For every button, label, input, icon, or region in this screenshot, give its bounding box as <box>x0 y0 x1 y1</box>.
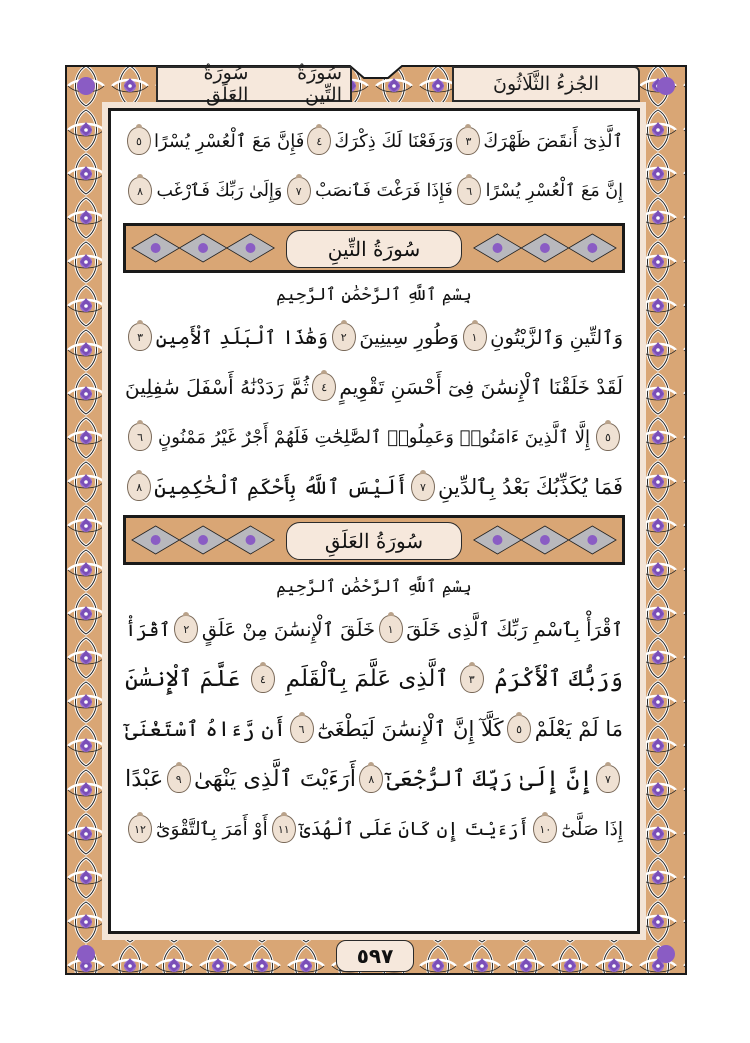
ayah-number-marker: ٤ <box>307 127 331 155</box>
header-surah-alaq: سُورَةُ العَلَقِ <box>203 62 249 106</box>
ayah-text: عَبْدًا <box>125 766 164 792</box>
ayah-line <box>125 707 623 751</box>
ayah-number-marker: ٨ <box>127 473 151 501</box>
ayah-text: وَهَٰذَا ٱلْبَلَدِ ٱلْأَمِينِ <box>155 325 329 349</box>
ayah-number-marker: ٦ <box>128 423 152 451</box>
ayah-text: وَرَبُّكَ ٱلْأَكْرَمُ <box>494 666 623 692</box>
ayah-text: فَإِنَّ مَعَ ٱلْعُسْرِ يُسْرًا <box>153 130 305 152</box>
ayah-text: أَرَءَيْتَ إِن كَانَ عَلَى ٱلْهُدَىٰٓ <box>299 818 530 840</box>
ayah-number-marker: ٥ <box>127 127 151 155</box>
basmala <box>111 277 637 311</box>
ayah-text: فَمَا يُكَذِّبُكَ بَعْدُ بِٱلدِّينِ <box>437 475 623 499</box>
ayah-text: ٱقْرَأْ <box>125 617 171 641</box>
surah-names-header <box>156 62 352 106</box>
ayah-number-marker: ٨ <box>359 765 383 793</box>
ayah-number-marker: ٣ <box>128 323 152 351</box>
ayah-text: أَلَيْسَ ٱللَّهُ بِأَحْكَمِ ٱلْحَٰكِمِينَ <box>154 475 408 499</box>
ayah-text: لَقَدْ خَلَقْنَا ٱلْإِنسَٰنَ فِىٓ أَحْسَنِ تَقْوِيمٍ <box>339 375 623 399</box>
text-area <box>108 108 640 934</box>
ayah-line <box>125 119 623 163</box>
ayah-number-marker: ٢ <box>332 323 356 351</box>
ayah-text: إِذَا صَلَّىٰٓ <box>561 818 623 840</box>
ayah-text: خَلَقَ ٱلْإِنسَٰنَ مِنْ عَلَقٍ <box>201 617 376 641</box>
ayah-number-marker: ٣ <box>456 127 480 155</box>
surah-title: سُورَةُ العَلَقِ <box>324 529 424 553</box>
ayah-number-marker: ٧ <box>411 473 435 501</box>
basmala <box>111 569 637 603</box>
ayah-line <box>125 465 623 509</box>
ayah-line <box>125 657 623 701</box>
ayah-number-marker: ٦ <box>457 177 481 205</box>
surah-banner-tin <box>123 223 625 273</box>
ayah-number-marker: ١٠ <box>533 815 557 843</box>
ayah-number-marker: ٧ <box>287 177 311 205</box>
ayah-text: أَرَءَيْتَ ٱلَّذِى يَنْهَىٰ <box>193 766 356 792</box>
ayah-line <box>125 807 623 851</box>
ayah-line <box>125 315 623 359</box>
page-number-label: ٥٩٧ <box>356 944 394 968</box>
ayah-number-marker: ١ <box>463 323 487 351</box>
ayah-number-marker: ٩ <box>167 765 191 793</box>
ayah-line <box>125 757 623 801</box>
surah-banner-alaq <box>123 515 625 565</box>
ayah-line <box>125 607 623 651</box>
ayah-line <box>125 169 623 213</box>
header-surah-tin: سُورَةُ التِّينِ <box>297 62 342 106</box>
ayah-text: ٱقْرَأْ بِٱسْمِ رَبِّكَ ٱلَّذِى خَلَقَ <box>406 617 623 641</box>
ayah-text: ٱلَّذِىٓ أَنقَضَ ظَهْرَكَ <box>483 130 623 152</box>
ayah-text: وَٱلتِّينِ وَٱلزَّيْتُونِ <box>490 325 623 349</box>
ayah-number-marker: ٧ <box>596 765 620 793</box>
ayah-number-marker: ٤ <box>312 373 336 401</box>
ayah-text: أَوْ أَمَرَ بِٱلتَّقْوَىٰٓ <box>156 818 268 840</box>
ayah-line <box>125 415 623 459</box>
ayah-number-marker: ١ <box>379 615 403 643</box>
surah-title-box <box>286 522 462 560</box>
ayah-text: ٱلَّذِى عَلَّمَ بِٱلْقَلَمِ <box>285 666 449 692</box>
ayah-number-marker: ٣ <box>460 665 484 693</box>
ayah-text: إِلَّا ٱلَّذِينَ ءَامَنُوا۟ وَعَمِلُوا۟ ٱلصَّٰلِحَٰتِ فَلَهُمْ أَجْرٌ غَيْرُ مَمْنُونٍ <box>158 426 590 448</box>
ayah-number-marker: ٢ <box>174 615 198 643</box>
ayah-text: فَإِذَا فَرَغْتَ فَٱنصَبْ <box>315 181 453 201</box>
juz-label: الجُزءُ الثَّلَاثُونَ <box>493 73 599 95</box>
ayah-text: مَا لَمْ يَعْلَمْ <box>534 717 623 741</box>
surah-title: سُورَةُ التِّينِ <box>327 237 421 261</box>
basmala-text: بِسْمِ ٱللَّهِ ٱلرَّحْمَٰنِ ٱلرَّحِيمِ <box>276 284 472 305</box>
ayah-number-marker: ٥ <box>507 715 531 743</box>
ayah-text: عَلَّمَ ٱلْإِنسَٰنَ <box>125 666 241 692</box>
ayah-text: وَرَفَعْنَا لَكَ ذِكْرَكَ <box>334 130 454 152</box>
ayah-text: أَن رَّءَاهُ ٱسْتَغْنَىٰٓ <box>125 717 287 741</box>
ayah-text: وَإِلَىٰ رَبِّكَ فَٱرْغَب <box>156 181 283 201</box>
ayah-number-marker: ٥ <box>596 423 620 451</box>
ayah-text: وَطُورِ سِينِينَ <box>359 325 459 349</box>
page-number <box>336 940 414 972</box>
basmala-text: بِسْمِ ٱللَّهِ ٱلرَّحْمَٰنِ ٱلرَّحِيمِ <box>276 576 472 597</box>
ayah-text: كَلَّآ إِنَّ ٱلْإِنسَٰنَ لَيَطْغَىٰٓ <box>317 717 504 741</box>
ayah-number-marker: ١٢ <box>128 815 152 843</box>
mushaf-page <box>64 64 688 976</box>
ayah-number-marker: ٤ <box>251 665 275 693</box>
ayah-number-marker: ١١ <box>272 815 296 843</box>
ayah-number-marker: ٦ <box>290 715 314 743</box>
ayah-text: إِنَّ مَعَ ٱلْعُسْرِ يُسْرًا <box>485 181 623 201</box>
ayah-line <box>125 365 623 409</box>
ayah-text: إِنَّ إِلَىٰ رَبِّكَ ٱلرُّجْعَىٰٓ <box>386 766 593 792</box>
ayah-number-marker: ٨ <box>128 177 152 205</box>
surah-title-box <box>286 230 462 268</box>
ayah-text: ثُمَّ رَدَدْنَٰهُ أَسْفَلَ سَٰفِلِينَ <box>125 375 310 399</box>
juz-title <box>452 66 640 102</box>
